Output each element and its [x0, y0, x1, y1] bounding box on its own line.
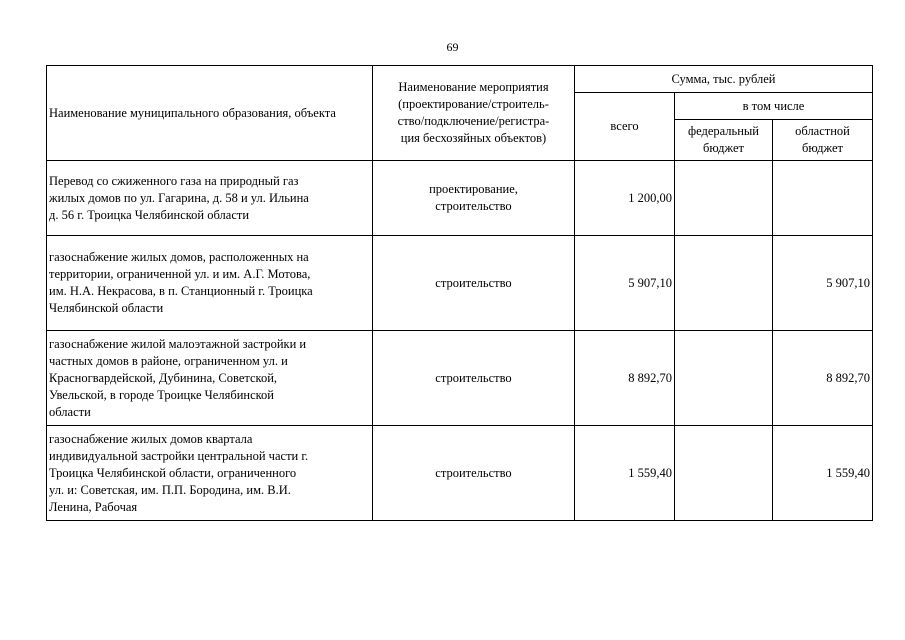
header-regional-line: бюджет — [802, 141, 843, 155]
name-line: Увельской, в городе Троицке Челябинской — [49, 387, 274, 402]
header-federal — [675, 120, 773, 161]
name-line: д. 56 г. Троицка Челябинской области — [49, 207, 250, 222]
header-event-line: Наименование мероприятия — [398, 80, 549, 94]
name-line: газоснабжение жилых домов квартала — [49, 431, 253, 446]
row-regional-cell: 5 907,10 — [773, 236, 873, 331]
row-regional-cell: 8 892,70 — [773, 331, 873, 426]
header-event-line: (проектирование/строитель- — [398, 97, 549, 111]
row-total-cell: 1 559,40 — [575, 426, 675, 521]
row-regional-cell — [773, 161, 873, 236]
table-row — [47, 331, 873, 426]
table-row — [47, 161, 873, 236]
name-line: Перевод со сжиженного газа на природный газ — [49, 173, 299, 188]
name-line: Ленина, Рабочая — [49, 499, 138, 514]
header-event — [373, 66, 575, 161]
header-municipality: Наименование муниципального образования, объекта — [47, 66, 373, 161]
row-event-cell — [373, 331, 575, 426]
row-event-cell — [373, 236, 575, 331]
header-regional-line: областной — [795, 124, 850, 138]
table-row — [47, 236, 873, 331]
row-event-cell — [373, 161, 575, 236]
name-line: им. Н.А. Некрасова, в п. Станционный г. Троицка — [49, 284, 313, 298]
name-line: Челябинской области — [49, 301, 164, 315]
row-total-cell: 5 907,10 — [575, 236, 675, 331]
row-total-cell: 8 892,70 — [575, 331, 675, 426]
row-total-cell: 1 200,00 — [575, 161, 675, 236]
table-row — [47, 426, 873, 521]
row-name-cell — [47, 426, 373, 521]
event-line: строительство — [435, 275, 512, 290]
event-line: строительство — [435, 370, 512, 385]
event-line: строительство — [435, 199, 512, 213]
name-line: газоснабжение жилой малоэтажной застройки и — [49, 336, 307, 351]
event-line: проектирование, — [429, 182, 518, 196]
row-event-cell — [373, 426, 575, 521]
page-number: 69 — [446, 40, 459, 54]
name-line: частных домов в районе, ограниченном ул. и — [49, 353, 288, 368]
header-total: всего — [575, 93, 675, 161]
header-federal-line: федеральный — [687, 124, 759, 138]
header-sum: Сумма, тыс. рублей — [575, 66, 873, 93]
name-line: территории, ограниченной ул. и им. А.Г. Мотова, — [49, 267, 311, 281]
name-line: Красногвардейской, Дубинина, Советской, — [49, 370, 278, 385]
row-federal-cell — [675, 236, 773, 331]
header-event-line: ство/подключение/регистра- — [397, 114, 550, 128]
row-federal-cell — [675, 161, 773, 236]
name-line: жилых домов по ул. Гагарина, д. 58 и ул. Ильина — [49, 190, 309, 205]
row-name-cell — [47, 236, 373, 331]
row-regional-cell: 1 559,40 — [773, 426, 873, 521]
funding-table — [46, 65, 873, 521]
name-line: ул. и: Советская, им. П.П. Бородина, им. В.И. — [49, 482, 291, 497]
name-line: газоснабжение жилых домов, расположенных на — [49, 250, 309, 264]
header-including: в том числе — [675, 93, 873, 120]
row-name-cell — [47, 331, 373, 426]
event-line: строительство — [435, 465, 512, 480]
header-regional — [773, 120, 873, 161]
row-federal-cell — [675, 426, 773, 521]
header-event-line: ция бесхозяйных объектов) — [400, 131, 547, 145]
name-line: индивидуальной застройки центральной части г. — [49, 448, 309, 463]
name-line: Троицка Челябинской области, ограниченного — [49, 465, 297, 480]
row-federal-cell — [675, 331, 773, 426]
row-name-cell — [47, 161, 373, 236]
header-federal-line: бюджет — [703, 141, 744, 155]
name-line: области — [49, 404, 91, 419]
